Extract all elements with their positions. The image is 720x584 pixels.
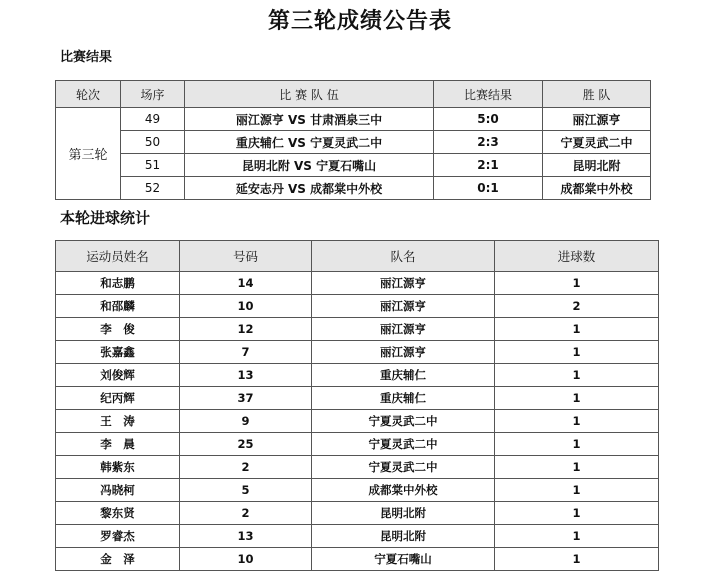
header-goals: 进球数 (495, 241, 659, 272)
jersey-number-cell: 10 (180, 548, 312, 571)
scorers-section-label: 本轮进球统计 (60, 209, 151, 227)
jersey-number-cell: 13 (180, 364, 312, 387)
jersey-number-cell: 2 (180, 502, 312, 525)
goals-cell: 1 (495, 387, 659, 410)
results-header-row (56, 81, 651, 108)
table-row (56, 525, 659, 548)
player-name-cell: 冯晓柯 (56, 479, 180, 502)
table-row (56, 295, 659, 318)
table-row (56, 131, 651, 154)
team-name-cell: 重庆辅仁 (312, 387, 495, 410)
winner-cell: 成都棠中外校 (543, 177, 651, 200)
goals-cell: 1 (495, 318, 659, 341)
team-name-cell: 昆明北附 (312, 525, 495, 548)
table-row (56, 456, 659, 479)
team-name-cell: 宁夏灵武二中 (312, 456, 495, 479)
jersey-number-cell: 7 (180, 341, 312, 364)
goals-cell: 1 (495, 456, 659, 479)
player-name-cell: 韩紫东 (56, 456, 180, 479)
winner-cell: 丽江源亨 (543, 108, 651, 131)
player-name-cell: 王 涛 (56, 410, 180, 433)
goals-cell: 1 (495, 272, 659, 295)
match-no-cell: 50 (121, 131, 185, 154)
goals-cell: 1 (495, 433, 659, 456)
jersey-number-cell: 10 (180, 295, 312, 318)
header-player-name: 运动员姓名 (56, 241, 180, 272)
table-row (56, 479, 659, 502)
header-winner: 胜 队 (543, 81, 651, 108)
player-name-cell: 李 晨 (56, 433, 180, 456)
player-name-cell: 李 俊 (56, 318, 180, 341)
player-name-cell: 和邵麟 (56, 295, 180, 318)
team-name-cell: 宁夏灵武二中 (312, 410, 495, 433)
winner-cell: 宁夏灵武二中 (543, 131, 651, 154)
goals-cell: 1 (495, 364, 659, 387)
round-cell: 第三轮 (56, 108, 121, 200)
table-row (56, 410, 659, 433)
team-name-cell: 宁夏灵武二中 (312, 433, 495, 456)
goals-cell: 1 (495, 479, 659, 502)
team-name-cell: 成都棠中外校 (312, 479, 495, 502)
jersey-number-cell: 13 (180, 525, 312, 548)
player-name-cell: 刘俊辉 (56, 364, 180, 387)
header-jersey-number: 号码 (180, 241, 312, 272)
table-row (56, 387, 659, 410)
player-name-cell: 黎东贤 (56, 502, 180, 525)
table-row (56, 502, 659, 525)
table-row (56, 177, 651, 200)
table-row (56, 548, 659, 571)
teams-cell: 昆明北附 VS 宁夏石嘴山 (185, 154, 434, 177)
result-cell: 2:3 (434, 131, 543, 154)
match-results-table (55, 80, 651, 200)
table-row (56, 318, 659, 341)
goals-cell: 1 (495, 341, 659, 364)
jersey-number-cell: 14 (180, 272, 312, 295)
result-cell: 2:1 (434, 154, 543, 177)
goals-cell: 1 (495, 525, 659, 548)
header-round: 轮次 (56, 81, 121, 108)
team-name-cell: 丽江源亨 (312, 318, 495, 341)
header-result: 比赛结果 (434, 81, 543, 108)
goals-cell: 1 (495, 502, 659, 525)
team-name-cell: 宁夏石嘴山 (312, 548, 495, 571)
team-name-cell: 重庆辅仁 (312, 364, 495, 387)
table-row (56, 364, 659, 387)
teams-cell: 延安志丹 VS 成都棠中外校 (185, 177, 434, 200)
jersey-number-cell: 25 (180, 433, 312, 456)
jersey-number-cell: 12 (180, 318, 312, 341)
table-row (56, 108, 651, 131)
player-name-cell: 纪丙辉 (56, 387, 180, 410)
header-match-no: 场序 (121, 81, 185, 108)
match-no-cell: 51 (121, 154, 185, 177)
jersey-number-cell: 2 (180, 456, 312, 479)
player-name-cell: 金 泽 (56, 548, 180, 571)
scorers-header-row (56, 241, 659, 272)
jersey-number-cell: 5 (180, 479, 312, 502)
result-cell: 5:0 (434, 108, 543, 131)
result-cell: 0:1 (434, 177, 543, 200)
table-row (56, 433, 659, 456)
page-title: 第三轮成绩公告表 (267, 9, 452, 34)
player-name-cell: 和志鹏 (56, 272, 180, 295)
match-no-cell: 52 (121, 177, 185, 200)
goals-cell: 2 (495, 295, 659, 318)
teams-cell: 丽江源亨 VS 甘肃酒泉三中 (185, 108, 434, 131)
jersey-number-cell: 37 (180, 387, 312, 410)
header-team-name: 队名 (312, 241, 495, 272)
goal-scorers-table (55, 240, 659, 571)
table-row (56, 341, 659, 364)
goals-cell: 1 (495, 410, 659, 433)
teams-cell: 重庆辅仁 VS 宁夏灵武二中 (185, 131, 434, 154)
table-row (56, 272, 659, 295)
goals-cell: 1 (495, 548, 659, 571)
winner-cell: 昆明北附 (543, 154, 651, 177)
team-name-cell: 昆明北附 (312, 502, 495, 525)
team-name-cell: 丽江源亨 (312, 295, 495, 318)
match-no-cell: 49 (121, 108, 185, 131)
player-name-cell: 罗睿杰 (56, 525, 180, 548)
team-name-cell: 丽江源亨 (312, 272, 495, 295)
results-section-label: 比赛结果 (60, 50, 113, 65)
table-row (56, 154, 651, 177)
team-name-cell: 丽江源亨 (312, 341, 495, 364)
header-teams: 比 赛 队 伍 (185, 81, 434, 108)
player-name-cell: 张嘉鑫 (56, 341, 180, 364)
jersey-number-cell: 9 (180, 410, 312, 433)
